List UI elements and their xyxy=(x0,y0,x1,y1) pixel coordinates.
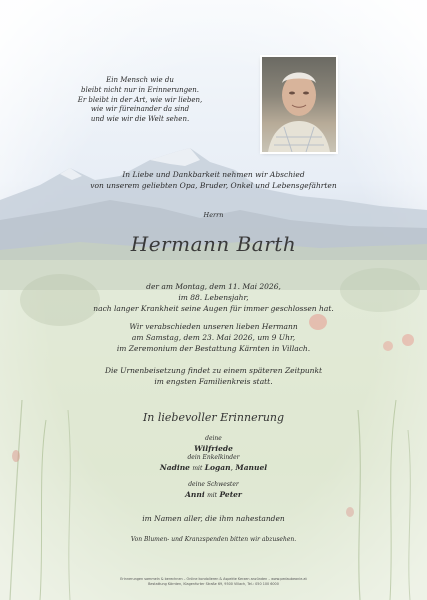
death-line: der am Montag, dem 11. Mai 2026, xyxy=(146,282,281,291)
footer xyxy=(0,577,427,587)
grandchildren-names xyxy=(0,463,427,473)
sister-partner-name: Peter xyxy=(219,490,242,499)
farewell-line: am Samstag, dem 23. Mai 2026, um 9 Uhr, xyxy=(131,332,296,342)
footer-line: Erinnerungen sammeln & berechnen – Online kondolieren & Aspekte Kerzen anzünden – www.pedaubeanie.at xyxy=(120,577,307,581)
poem-line: wie wir füreinander da sind xyxy=(90,105,190,114)
salutation: Herrn xyxy=(203,211,224,219)
deceased-name: Hermann Barth xyxy=(130,232,297,256)
intro-text xyxy=(0,170,427,192)
portrait-figure-icon xyxy=(262,57,336,152)
grandchild-name: Manuel xyxy=(235,463,268,472)
death-line: nach langer Krankheit seine Augen für immer geschlossen hat. xyxy=(93,303,334,313)
urn-line: im engsten Familienkreis statt. xyxy=(154,376,273,386)
poem-line: und wie wir die Welt sehen. xyxy=(90,115,190,124)
sister-name: Anni xyxy=(185,490,205,499)
footer-line: Bestattung Kärnten, Klagenfurter Straße 69, 9500 Villach, Tel.: 050 100 6000 xyxy=(148,582,279,587)
poem-line: Ein Mensch wie du xyxy=(106,76,174,84)
memory-heading: In liebevoller Erinnerung xyxy=(142,411,285,424)
flowers-note: Von Blumen- und Kranzspenden bitten wir abzusehen. xyxy=(130,536,297,543)
grandchild-name: Logan xyxy=(204,463,231,472)
farewell-line: Wir verabschieden unseren lieben Hermann xyxy=(129,322,298,331)
intro-line: von unserem geliebten Opa, Bruder, Onkel und Lebensgefährten xyxy=(90,180,337,190)
mit-connector: mit xyxy=(192,465,203,472)
grandchild-name: Nadine xyxy=(159,463,190,472)
portrait-photo xyxy=(262,57,336,152)
sister-names xyxy=(0,490,427,500)
urn-line: Die Urnenbeisetzung findet zu einem späteren Zeitpunkt xyxy=(104,366,323,375)
partner-name-text: Wilfriede xyxy=(194,444,233,453)
partner-label: deine xyxy=(205,435,222,442)
separator-comma: , xyxy=(230,463,233,472)
poem-line: Er bleibt in der Art, wie wir lieben, xyxy=(77,95,203,104)
sister-label: deine Schwester xyxy=(188,481,239,488)
urn-burial-note xyxy=(0,366,427,388)
mit-connector: mit xyxy=(207,492,218,499)
partner-name xyxy=(0,444,427,453)
death-notice xyxy=(0,282,427,315)
farewell-line: im Zeremonium der Bestattung Kärnten in Villach. xyxy=(116,343,311,353)
death-line: im 88. Lebensjahr, xyxy=(178,292,249,302)
farewell-details xyxy=(0,322,427,355)
poem xyxy=(40,76,240,125)
grandchildren-label: dein Enkelkinder xyxy=(187,454,240,461)
on-behalf-line: im Namen aller, die ihm nahestanden xyxy=(142,514,285,523)
poem-line: bleibt nicht nur in Erinnerungen. xyxy=(81,85,199,94)
intro-line: In Liebe und Dankbarkeit nehmen wir Abschied xyxy=(122,170,305,179)
